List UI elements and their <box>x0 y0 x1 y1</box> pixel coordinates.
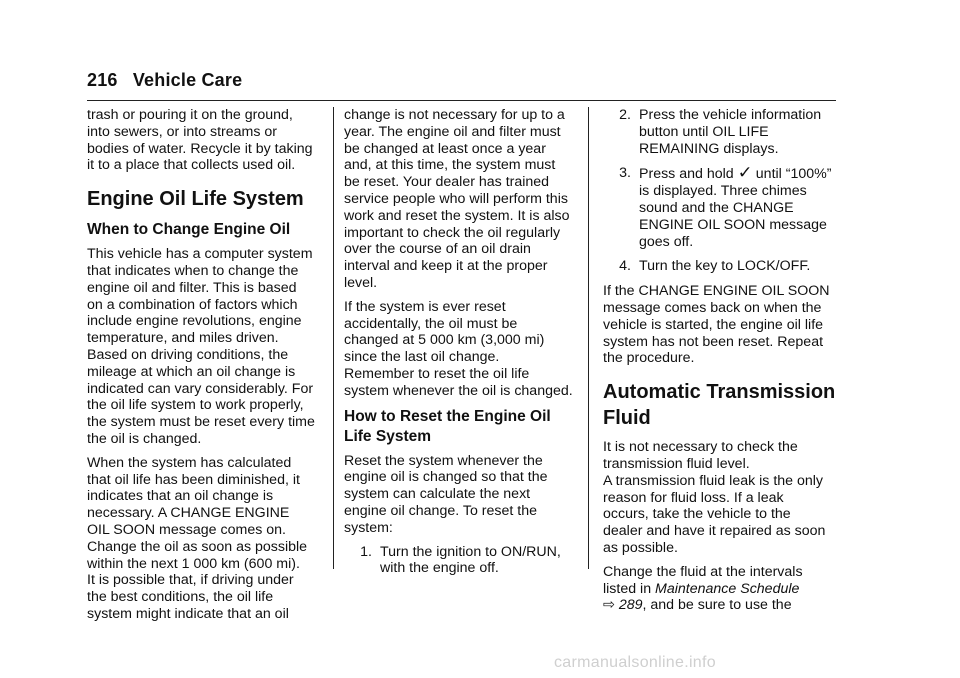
text-line: the oil is changed. <box>87 430 202 447</box>
text-line: Reset the system whenever the <box>344 452 543 469</box>
heading-automatic-transmission-fluid <box>603 379 843 431</box>
heading-line: Automatic Transmission <box>603 381 836 404</box>
paragraph <box>87 246 327 448</box>
text-line: work and reset the system. It is also <box>344 207 570 224</box>
text-line: the procedure. <box>603 350 695 367</box>
heading-how-to-reset <box>344 407 584 447</box>
column-2 <box>344 107 584 585</box>
step-number: 3. <box>619 165 631 182</box>
text-line: engine oil change. To reset the <box>344 502 537 519</box>
step-3 <box>603 165 843 250</box>
text-line: indicated can vary considerably. For <box>87 380 314 397</box>
text-line: over the course of an oil drain <box>344 241 531 258</box>
text-line: message comes back on when the <box>603 299 822 316</box>
text-line: the system must be reset every time <box>87 414 315 431</box>
text-line: be reset. Your dealer has trained <box>344 174 550 191</box>
text-fragment: until “100%” <box>751 166 832 183</box>
step-number: 1. <box>360 543 372 560</box>
text-line: reason for fluid loss. If a leak <box>603 489 784 506</box>
text-line: service people who will perform this <box>344 190 568 207</box>
text-line: occurs, take the vehicle to the <box>603 506 791 523</box>
heading-engine-oil-life-system: Engine Oil Life System <box>87 188 304 211</box>
text-line: sound and the CHANGE <box>639 199 794 216</box>
text-line: If the system is ever reset <box>344 298 506 315</box>
text-line: This vehicle has a computer system <box>87 246 313 263</box>
header-rule <box>87 100 836 101</box>
paragraph <box>603 283 843 367</box>
heading-line: Life System <box>344 427 432 445</box>
text-line: Turn the key to LOCK/OFF. <box>639 258 811 275</box>
step-4 <box>603 258 843 275</box>
step-text <box>639 165 843 250</box>
text-line <box>603 597 843 614</box>
column-3 <box>603 107 843 621</box>
text-line: the oil life system to work properly, <box>87 397 304 414</box>
text-line: that indicates when to change the <box>87 262 299 279</box>
text-line: transmission fluid level. <box>603 455 750 472</box>
text-line: When the system has calculated <box>87 454 292 471</box>
column-divider-2 <box>588 107 589 569</box>
text-line: include engine revolutions, engine <box>87 313 302 330</box>
text-line: Press the vehicle information <box>639 107 822 123</box>
text-line: REMAINING displays. <box>639 140 779 157</box>
text-line: within the next 1 000 km (600 mi). <box>87 555 300 572</box>
section-title: Vehicle Care <box>132 70 243 90</box>
paragraph <box>603 439 843 557</box>
text-line: with the engine off. <box>380 560 499 577</box>
text-line: mileage at which an oil change is <box>87 363 296 380</box>
text-fragment: Press and hold <box>639 166 738 183</box>
text-line: button until OIL LIFE <box>639 123 769 140</box>
text-line: it to a place that collects used oil. <box>87 157 296 174</box>
text-line: as possible. <box>603 539 678 556</box>
step-text <box>639 258 843 275</box>
paragraph <box>87 455 327 623</box>
text-line: It is possible that, if driving under <box>87 572 294 589</box>
text-line: engine oil is changed so that the <box>344 469 548 486</box>
heading-when-to-change: When to Change Engine Oil <box>87 221 291 239</box>
text-line: accidentally, the oil must be <box>344 315 518 332</box>
text-line: system has not been reset. Repeat <box>603 333 824 350</box>
paragraph <box>344 107 584 292</box>
text-line: is displayed. Three chimes <box>639 183 807 200</box>
text-line: change is not necessary for up to a <box>344 107 565 123</box>
paragraph <box>603 564 843 614</box>
text-fragment: , and be sure to use the <box>642 597 792 614</box>
text-line: into sewers, or into streams or <box>87 123 278 140</box>
watermark: carmanualsonline.info <box>554 654 716 671</box>
text-line: A transmission fluid leak is the only <box>603 472 824 489</box>
heading-line: How to Reset the Engine Oil <box>344 407 551 425</box>
text-line: bodies of water. Recycle it by taking <box>87 140 313 157</box>
text-line: system might indicate that an oil <box>87 605 289 622</box>
text-line: year. The engine oil and filter must <box>344 123 561 140</box>
text-line: the best conditions, the oil life <box>87 589 274 606</box>
text-line: Turn the ignition to ON/RUN, <box>380 543 561 560</box>
text-line: since the last oil change. <box>344 349 500 366</box>
text-line: system can calculate the next <box>344 486 531 503</box>
text-line: Remember to reset the oil life <box>344 365 530 382</box>
text-line: trash or pouring it on the ground, <box>87 107 293 123</box>
text-line: that oil life has been diminished, it <box>87 471 300 488</box>
step-text <box>380 544 584 578</box>
step-1 <box>344 544 584 578</box>
text-line: and, at this time, the system must <box>344 157 556 174</box>
text-line: Change the fluid at the intervals <box>603 563 803 580</box>
text-line: necessary. A CHANGE ENGINE <box>87 505 290 522</box>
text-line: be changed at least once a year <box>344 140 546 157</box>
text-line: If the CHANGE ENGINE OIL SOON <box>603 283 830 300</box>
heading-line: Fluid <box>603 407 651 430</box>
page-number: 216 <box>87 70 118 90</box>
step-text <box>639 107 843 157</box>
text-line: engine oil and filter. This is based <box>87 279 297 296</box>
text-line: changed at 5 000 km (3,000 mi) <box>344 332 545 349</box>
paragraph <box>344 453 584 537</box>
step-2 <box>603 107 843 157</box>
page-arrow-icon: ⇨ <box>603 597 615 614</box>
column-1 <box>87 107 327 630</box>
text-line: important to check the oil regularly <box>344 224 561 241</box>
step-number: 4. <box>619 258 631 275</box>
text-line: dealer and have it repaired as soon <box>603 523 826 540</box>
text-line: system whenever the oil is changed. <box>344 382 573 399</box>
cross-reference-page[interactable]: 289 <box>618 597 643 614</box>
cross-reference-title[interactable]: Maintenance Schedule <box>655 580 800 597</box>
paragraph <box>344 299 584 400</box>
text-line: vehicle is started, the engine oil life <box>603 316 824 333</box>
text-line: level. <box>344 274 378 291</box>
checkmark-icon: ✓ <box>737 163 753 183</box>
intro-paragraph <box>87 107 327 174</box>
text-line: Change the oil as soon as possible <box>87 538 308 555</box>
page-header <box>87 70 242 91</box>
text-line: indicates that an oil change is <box>87 488 274 505</box>
text-line: system: <box>344 519 393 536</box>
text-line: temperature, and miles driven. <box>87 330 279 347</box>
text-line <box>639 165 843 183</box>
text-line: interval and keep it at the proper <box>344 258 548 275</box>
column-divider-1 <box>333 107 334 569</box>
text-line: goes off. <box>639 233 694 250</box>
text-line: OIL SOON message comes on. <box>87 521 286 538</box>
text-line: ENGINE OIL SOON message <box>639 216 827 233</box>
step-number: 2. <box>619 107 631 123</box>
text-line <box>603 581 843 598</box>
text-fragment: listed in <box>603 580 656 597</box>
text-line: Based on driving conditions, the <box>87 346 289 363</box>
text-line: on a combination of factors which <box>87 296 298 313</box>
text-line: It is not necessary to check the <box>603 439 798 456</box>
